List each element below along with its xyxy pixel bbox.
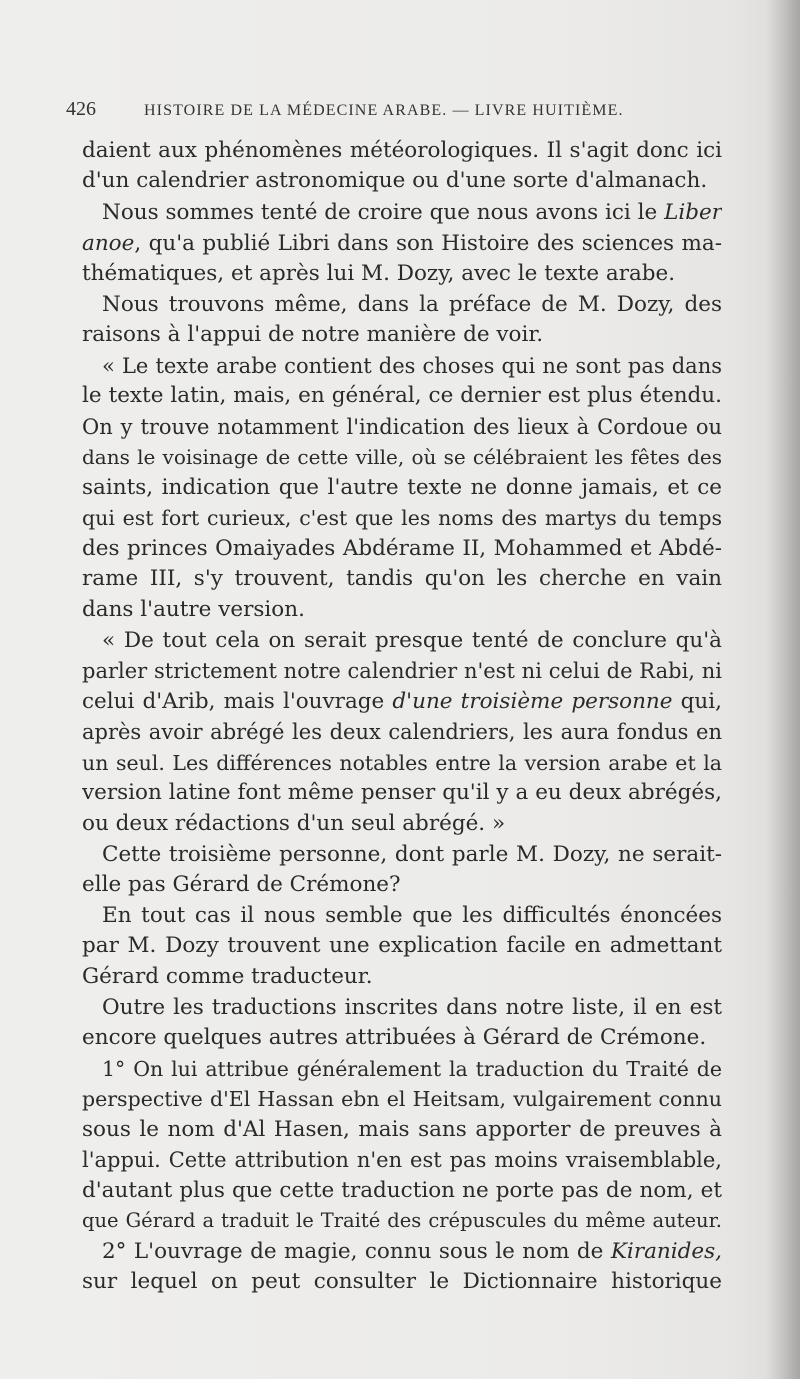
- text-line: 2° L'ouvrage de magie, connu sous le nom de Kiranides,: [102, 1239, 722, 1264]
- text-line: En tout cas il nous semble que les difficultés énoncées: [102, 903, 722, 928]
- text-line: dans l'autre version.: [82, 597, 305, 622]
- text-line: dans le voisinage de cette ville, où se célébraient les fêtes des: [82, 445, 722, 469]
- text-line: ou deux rédactions d'un seul abrégé. »: [82, 811, 506, 836]
- text-line: saints, indication que l'autre texte ne donne jamais, et ce: [82, 475, 722, 500]
- text-line: anoe, qu'a publié Libri dans son Histoire des sciences ma-: [82, 231, 722, 256]
- text-line: raisons à l'appui de notre manière de voir.: [82, 322, 544, 347]
- text-line: perspective d'El Hassan ebn el Heitsam, vulgairement connu: [82, 1087, 722, 1111]
- text-line: celui d'Arib, mais l'ouvrage d'une troisième personne qui,: [82, 689, 722, 714]
- text-line: Nous sommes tenté de croire que nous avons ici le Liber: [102, 200, 722, 225]
- text-line: Outre les traductions inscrites dans notre liste, il en est: [102, 995, 722, 1020]
- text-line: par M. Dozy trouvent une explication facile en admettant: [82, 933, 722, 958]
- page-edge-shadow: [766, 0, 800, 1379]
- text-line: « De tout cela on serait presque tenté de conclure qu'à: [102, 628, 722, 653]
- text-line: daient aux phénomènes météorologiques. Il s'agit donc ici: [82, 138, 722, 163]
- text-line: que Gérard a traduit le Traité des crépuscules du même auteur.: [82, 1209, 722, 1232]
- text-line: après avoir abrégé les deux calendriers, les aura fondus en: [82, 720, 722, 744]
- text-line: sur lequel on peut consulter le Dictionnaire historique: [82, 1269, 722, 1294]
- text-line: « Le texte arabe contient des choses qui ne sont pas dans: [102, 354, 722, 378]
- text-line: encore quelques autres attribuées à Gérard de Crémone.: [82, 1025, 707, 1050]
- page-header: [66, 98, 726, 128]
- text-line: parler strictement notre calendrier n'est ni celui de Rabi, ni: [82, 659, 722, 683]
- text-line: version latine font même penser qu'il y a eu deux abrégés,: [82, 780, 722, 805]
- text-line: qui est fort curieux, c'est que les noms des martys du temps: [82, 506, 722, 530]
- text-line: On y trouve notamment l'indication des lieux à Cordoue ou: [82, 415, 722, 439]
- text-line: Cette troisième personne, dont parle M. Dozy, ne serait-: [102, 842, 722, 867]
- text-line: des princes Omaiyades Abdérame II, Mohammed et Abdé-: [82, 536, 722, 561]
- text-line: d'un calendrier astronomique ou d'une sorte d'almanach.: [82, 168, 708, 193]
- text-line: l'appui. Cette attribution n'en est pas moins vraisemblable,: [82, 1148, 722, 1172]
- page-number: 426: [66, 98, 96, 120]
- text-line: rame III, s'y trouvent, tandis qu'on les cherche en vain: [82, 566, 722, 591]
- text-line: elle pas Gérard de Crémone?: [82, 872, 401, 897]
- running-head: HISTOIRE DE LA MÉDECINE ARABE. — LIVRE HUITIÈME.: [144, 102, 624, 119]
- text-line: 1° On lui attribue généralement la traduction du Traité de: [102, 1057, 722, 1081]
- text-line: un seul. Les différences notables entre la version arabe et la: [82, 751, 722, 775]
- text-line: Gérard comme traducteur.: [82, 964, 373, 989]
- text-line: Nous trouvons même, dans la préface de M. Dozy, des: [102, 292, 722, 317]
- text-line: d'autant plus que cette traduction ne porte pas de nom, et: [82, 1178, 722, 1203]
- text-line: le texte latin, mais, en général, ce dernier est plus étendu.: [82, 383, 722, 408]
- text-line: thématiques, et après lui M. Dozy, avec le texte arabe.: [82, 261, 676, 286]
- text-line: sous le nom d'Al Hasen, mais sans apporter de preuves à: [82, 1117, 722, 1142]
